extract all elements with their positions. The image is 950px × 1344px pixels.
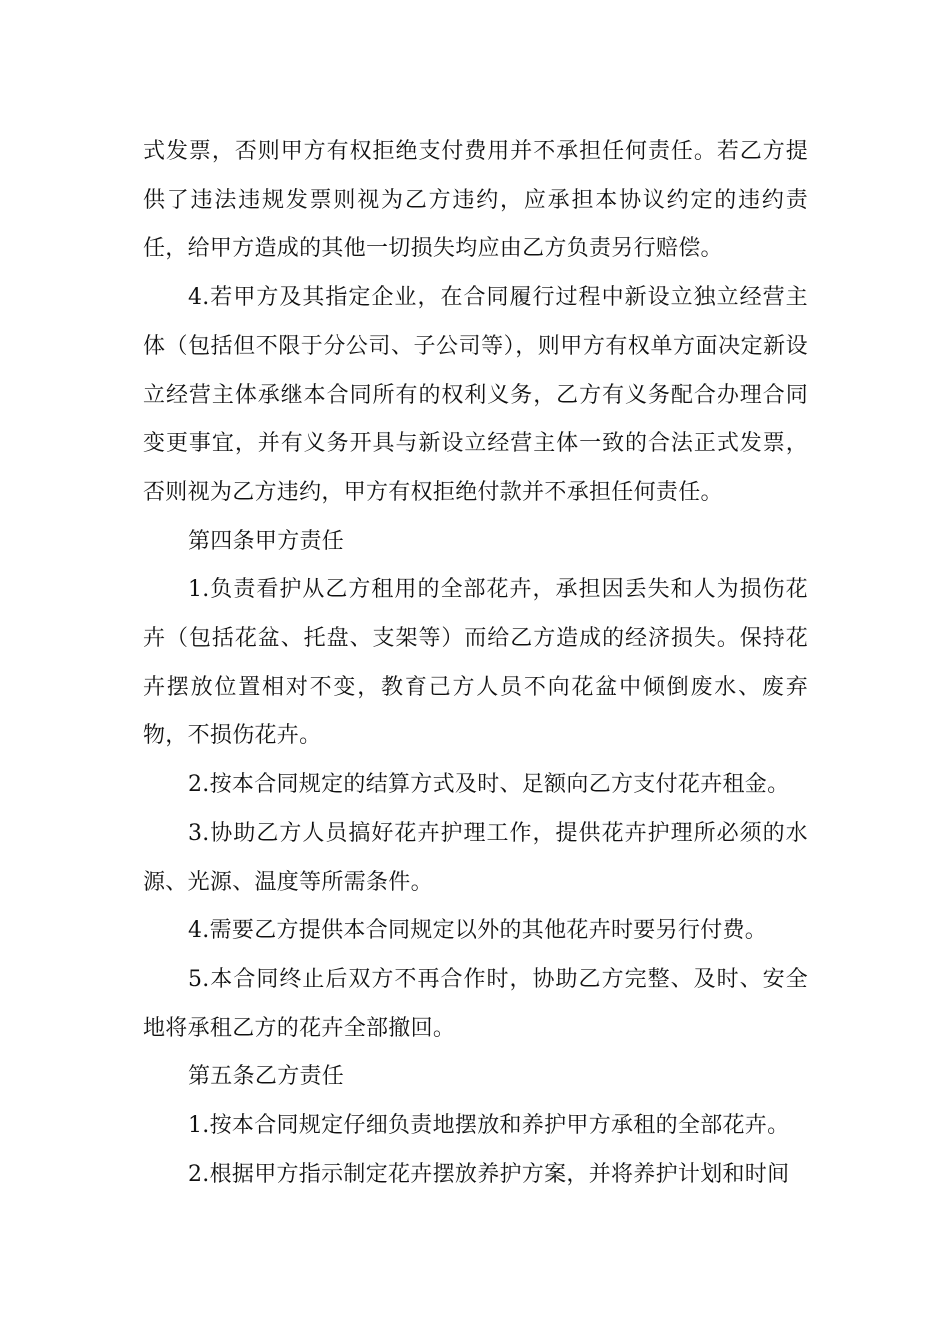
section-heading-article-4: 第四条甲方责任 — [188, 528, 345, 554]
paragraph-article-4-item-1: 1.负责看护从乙方租用的全部花卉，承担因丢失和人为损伤花卉（包括花盆、托盘、支架等）而给乙方造成的经济损失。保持花卉摆放位置相对不变，教育己方人员不向花盆中倾倒废水、废弃物，不损伤花卉。 — [143, 577, 808, 749]
paragraph-invoice-continuation: 式发票，否则甲方有权拒绝支付费用并不承担任何责任。若乙方提供了违法违规发票则视为乙方违约，应承担本协议约定的违约责任，给甲方造成的其他一切损失均应由乙方负责另行赔偿。 — [143, 139, 808, 262]
paragraph-article-4-item-3: 3.协助乙方人员搞好花卉护理工作，提供花卉护理所必须的水源、光源、温度等所需条件。 — [143, 820, 808, 895]
paragraph-article-5-item-1: 1.按本合同规定仔细负责地摆放和养护甲方承租的全部花卉。 — [188, 1113, 790, 1139]
paragraph-article-4-item-4: 4.需要乙方提供本合同规定以外的其他花卉时要另行付费。 — [188, 918, 768, 944]
paragraph-clause-3-4: 4.若甲方及其指定企业，在合同履行过程中新设立独立经营主体（包括但不限于分公司、子公司等），则甲方有权单方面决定新设立经营主体承继本合同所有的权利义务，乙方有义务配合办理合同变更事宜，并有义务开具与新设立经营主体一致的合法正式发票，否则视为乙方违约，甲方有权拒绝付款并不承担任何责任。 — [143, 285, 808, 505]
paragraph-article-4-item-2: 2.按本合同规定的结算方式及时、足额向乙方支付花卉租金。 — [188, 772, 790, 798]
section-heading-article-5: 第五条乙方责任 — [188, 1064, 345, 1090]
document-body — [143, 128, 808, 1199]
paragraph-article-5-item-2: 2.根据甲方指示制定花卉摆放养护方案，并将养护计划和时间 — [188, 1161, 790, 1187]
paragraph-article-4-item-5: 5.本合同终止后双方不再合作时，协助乙方完整、及时、安全地将承租乙方的花卉全部撤回。 — [143, 966, 808, 1041]
